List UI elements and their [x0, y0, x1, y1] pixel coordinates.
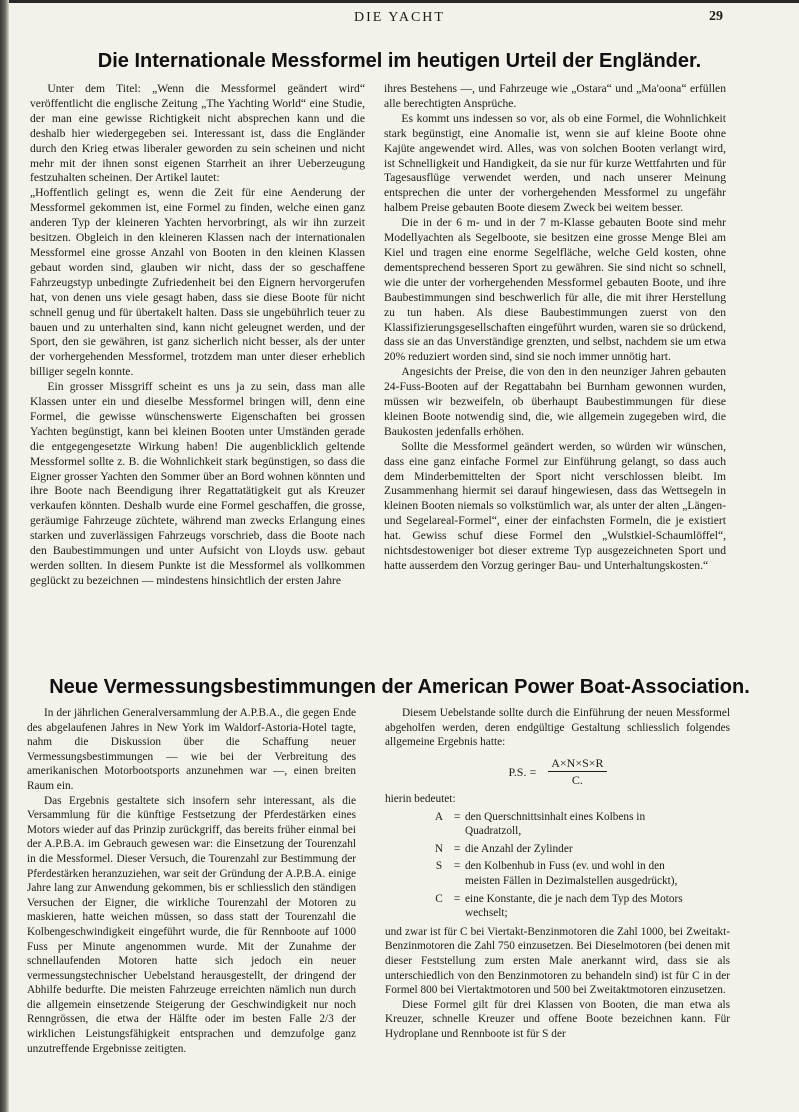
article2-right-column — [385, 706, 730, 1086]
definition-symbol: A — [434, 810, 444, 823]
article2-intro: Diesem Uebelstande sollte durch die Einführung der neuen Messformel abgeholfen werden, deren endgültige Gestaltung schliesslich folgendes allgemeine Ergebnis hatte: — [385, 707, 730, 749]
page-number: 29 — [709, 9, 723, 24]
article2-title: Neue Vermessungsbestimmungen der American Power Boat-Association. — [49, 676, 750, 698]
scan-edge-top — [0, 0, 799, 3]
article1-title: Die Internationale Messformel im heutigen Urteil der Engländer. — [97, 50, 702, 72]
article2-paragraph: Diese Formel gilt für drei Klassen von Booten, die man etwa als Kreuzer, schnelle Kreuzer und offene Boote bezeichnen kann. Für Hydroplane und Rennboote ist für S der — [385, 998, 730, 1040]
article1-paragraph: Unter dem Titel: „Wenn die Messformel geändert wird“ veröffentlicht die englische Zeitung „The Yachting World“ eine Studie, der man eine gewisse Richtigkeit nicht absprechen kann und die deshalb hier wiedergegeben sei. Interessant ist, dass die Engländer durch den Krieg etwas liberaler geworden zu sein scheinen und nicht mehr mit der ihnen sonst eigenen Starrheit an ihrer Ueberzeugung festzuhalten scheinen. Der Artikel lautet: — [30, 82, 365, 185]
scan-edge-left — [0, 0, 9, 1112]
article1-paragraph: Die in der 6 m- und in der 7 m-Klasse gebauten Boote sind mehr Modellyachten als Segelboote, sie besitzen eine grosse Menge Blei am Kiel und tragen eine enorme Segelfläche, welche Geld kosten, ohne dementsprechend besseren Sport zu gewähren. Sie sind nicht so schnell, wie die unter der vorhergehenden Messformel gebauten Boote, und ihre Baubestimmungen sind beschwerlich für alle, die mit ihrer Herstellung zu tun haben. Als diese Baubestimmungen zuerst von den Klassifizierungsgesellschaften eingeführt wurden, waren sie so drückend, dass sie an das Unverständige grenzten, und selbst, nachdem sie um etwa 20% reduziert worden sind, sind sie noch immer unnötig hart. — [384, 216, 726, 364]
article1-paragraph: Es kommt uns indessen so vor, als ob eine Formel, die Wohnlichkeit stark begünstigt, eine Anomalie ist, wenn sie auf kleine Boote ohne Kajüte angewendet wird. Alles, was von solchen Booten verlangt wird, ist Schnelligkeit und Handigkeit, da sie nur für kurze Wettfahrten und für Tagesausflüge verwendet werden, und nach unserer Meinung entsprechen die unter der vorhergehenden Messformel zu ungefähr halbem Preise gebauten Boote diesem Zweck bei weitem besser. — [384, 111, 726, 215]
definition-text: den Kolbenhub in Fuss (ev. und wohl in den meisten Fällen in Dezimalstellen ausgedrückt), — [465, 860, 678, 887]
article2-left-column — [27, 706, 356, 1091]
definition-row — [429, 892, 730, 921]
definition-symbol: S — [435, 860, 443, 873]
article1-right-column — [384, 82, 726, 652]
hp-formula — [385, 756, 730, 788]
definition-row — [429, 859, 730, 888]
definition-text: eine Konstante, die je nach dem Typ des Motors wechselt; — [465, 892, 683, 920]
definition-symbol: C — [435, 892, 443, 905]
running-title: DIE YACHT — [354, 10, 445, 25]
article1-paragraph: Ein grosser Missgriff scheint es uns ja zu sein, dass man alle Klassen unter ein und dieselbe Messformel bringen will, denn eine Formel, die gewisse wünschenswerte Eigenschaften bei grossen Yachten begünstigt, kann bei kleinen Booten unter Umständen gerade die entgegengesetzte Wirkung haben! Die augenblicklich geltende Messformel sollte z. B. die Wohnlichkeit stark begünstigen, so dass die Eigner grosser Yachten den Sommer über an Bord wohnen könnten und ihre Boote nach Beendigung ihrer Regattatätigkeit gut als Kreuzer verkaufen könnten. Deshalb wurde eine Formel geschaffen, die grosse, geräumige Fahrzeuge züchtete, während man zwecks Erlangung eines starken und zuverlässigen Fahrzeugs vorschrieb, dass die Boote nach den Baubestimmungen und unter Aufsicht von Lloyds usw. gebaut werden sollten. In diesem Punkte ist die Messformel als vollkommen geglückt zu bezeichnen — mindestens hinsichtlich der ersten Jahre — [30, 380, 365, 587]
definition-text: den Querschnittsinhalt eines Kolbens in Quadratzoll, — [465, 810, 646, 838]
article1-paragraph: „Hoffentlich gelingt es, wenn die Zeit für eine Aenderung der Messformel gekommen ist, eine Formel zu finden, welche einen ganz anderen Typ der kleineren Yachten hervorbringt, als wir ihn zurzeit besitzen. Obgleich in den kleineren Klassen nach der internationalen Messformel eine grosse Anzahl von Booten in den kleinen Klassen gebaut worden sind, glauben wir nicht, dass der so geschaffene Fahrzeugstyp unbedingte Zufriedenheit bei den Eignern hervorgerufen hat, von denen uns viele gesagt haben, dass sie diese Boote für nicht schnell genug und für übertakelt halten. Dass sie ungebührlich teuer zu bauen und zu unterhalten sind, kann nicht geleugnet werden, und der Sport, den sie gewähren, ist ganz sicherlich nicht besser, als der unter der vorhergehenden Messformel, trotzdem man unter dieser erheblich billiger segeln konnte. — [30, 186, 365, 379]
definition-symbol: N — [434, 842, 444, 855]
article1-left-column — [30, 82, 365, 642]
article2-paragraph: Das Ergebnis gestaltete sich insofern sehr interessant, als die Versammlung für die künftige Festsetzung der Pferdestärken eines Motors wieder auf das Prinzip zurückgriff, das bereits früher einmal bei der A.P.B.A. im Gebrauch gewesen war: die Einsetzung der Tourenzahl in die Messformel. Dieser Versuch, die Tourenzahl zur Bestimmung der Pferdestärken heranzuziehen, war seit der Gründung der A.P.B.A. einige Jahre lang zur Anwendung gekommen, bis er schliesslich den ständigen Versuchen der Eigner, die wirkliche Tourenzahl der Motoren zu maskieren, hatte weichen müssen, so dass statt der Tourenzahl die Kolbengeschwindigkeit eingeführt wurde, die für Rennboote auf 1000 Fuss per Minute angenommen wurde. Mit der Zunahme der schnellaufenden Motoren hatte sich jedoch ein neuer vermessungstechnischer Uebelstand herausgestellt, der dringend der Abhilfe bedurfte. Die meisten Fahrzeuge erreichten nämlich nun durch die allgemein einsetzende Steigerung der Geschwindigkeit nur noch Renngrössen, die etwa der Hälfte oder im besten Falle 2/3 der wirklichen Leistungsfähigkeit entsprachen und demzufolge ganz unzutreffende Ergebnisse zeitigten. — [27, 794, 356, 1055]
definition-row — [429, 810, 730, 839]
article1-paragraph: Sollte die Messformel geändert werden, so würden wir wünschen, dass eine ganz einfache Formel zur Einführung gelangt, so dass auch dem Minderbemittelten der Sport nicht verschlossen bleibt. Im Zusammenhang hiermit sei darauf hingewiesen, dass das Wettsegeln in kleinen Booten niemals so volkstümlich war, als unter der alten „Längen- und Segelareal-Formel“, einer der einfachsten Formeln, die je existiert hat. Gewiss schuf diese Formel den „Wulstkiel-Schaumlöffel“, nichtsdestoweniger bot dieser extreme Typ ausgezeichneten Sport und hatte ausserdem den Vorzug geringer Bau- und Unterhaltungskosten.“ — [384, 439, 726, 572]
definition-equals: = — [453, 892, 461, 905]
definition-text: die Anzahl der Zylinder — [465, 842, 573, 855]
article2-paragraph: In der jährlichen Generalversammlung der A.P.B.A., die gegen Ende des abgelaufenen Jahres in New York im Waldorf-Astoria-Hotel tagte, nahm die Diskussion über die Schaffung neuer Vermessungsbestimmungen — wie bei der Verbreitung des amerikanischen Motorbootsports anzunehmen war —, einen breiten Raum ein. — [27, 707, 356, 792]
article1-paragraph: Angesichts der Preise, die von den in den neunziger Jahren gebauten 24-Fuss-Booten auf der Regattabahn bei Burnham gewonnen wurden, müssen wir bezweifeln, ob überhaupt Baubestimmungen für diese kleinen Boote notwendig sind, die, wie allgemein zugegeben wird, die Baukosten jedenfalls erhöhen. — [384, 365, 726, 438]
formula-denominator: C. — [571, 773, 583, 788]
formula-lhs: P.S. = — [508, 764, 537, 779]
definition-row — [429, 842, 730, 857]
formula-fraction — [548, 756, 606, 788]
formula-numerator: A×N×S×R — [548, 756, 606, 773]
definition-equals: = — [453, 810, 461, 823]
article1-paragraph: ihres Bestehens —, und Fahrzeuge wie „Ostara“ und „Ma'oona“ erfüllen alle berechtigten Ansprüche. — [384, 82, 726, 110]
article2-paragraph: und zwar ist für C bei Viertakt-Benzinmotoren die Zahl 1000, bei Zweitakt-Benzinmotoren die Zahl 750 einzusetzen. Bei Dieselmotoren (bei denen mit dieser Feststellung zum ersten Male anerkannt wird, dass sie als unterschiedlich von den Benzinmotoren zu behandeln sind) ist für C in der Formel 800 bei Viertaktmotoren und 500 bei Zweitaktmotoren einzusetzen. — [385, 925, 730, 997]
definition-equals: = — [453, 860, 461, 873]
formula-definitions — [429, 810, 730, 921]
formula-explanation-label: hierin bedeutet: — [385, 792, 456, 805]
definition-equals: = — [453, 842, 461, 855]
